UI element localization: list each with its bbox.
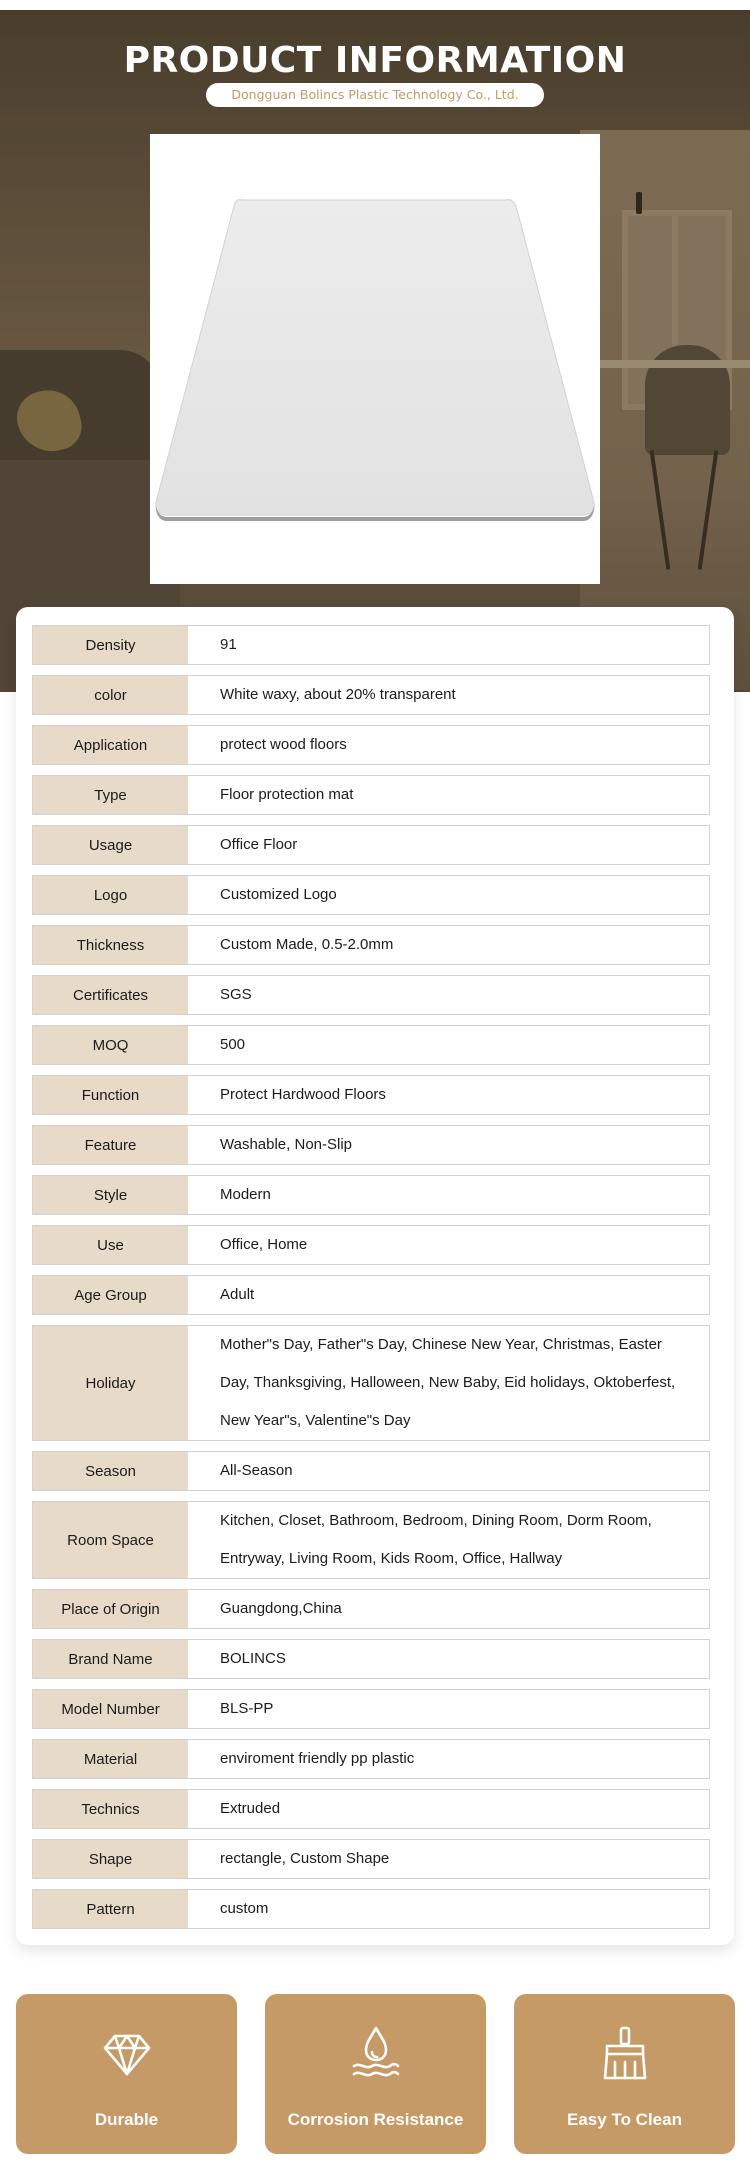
spec-value: Customized Logo — [188, 876, 709, 914]
spec-label: Brand Name — [33, 1640, 188, 1678]
spec-value: Washable, Non-Slip — [188, 1126, 709, 1164]
spec-value: 91 — [188, 626, 709, 664]
spec-row-usage — [32, 825, 710, 865]
spec-row-use — [32, 1225, 710, 1265]
spec-row-feature — [32, 1125, 710, 1165]
spec-label: Use — [33, 1226, 188, 1264]
spec-row-function — [32, 1075, 710, 1115]
spec-value: SGS — [188, 976, 709, 1014]
diamond-icon — [101, 2026, 153, 2082]
spec-label: Season — [33, 1452, 188, 1490]
spec-label: Thickness — [33, 926, 188, 964]
spec-row-application — [32, 725, 710, 765]
feature-label: Easy To Clean — [567, 2110, 682, 2129]
spec-value: Adult — [188, 1276, 709, 1314]
spec-value: BLS-PP — [188, 1690, 709, 1728]
feature-card-durable — [16, 1994, 237, 2154]
brush-icon — [599, 2026, 651, 2082]
spec-value: custom — [188, 1890, 709, 1928]
spec-label: Room Space — [33, 1502, 188, 1578]
spec-value: Floor protection mat — [188, 776, 709, 814]
spec-label: Type — [33, 776, 188, 814]
floor-mat-image — [150, 134, 600, 584]
spec-value: 500 — [188, 1026, 709, 1064]
spec-label: Function — [33, 1076, 188, 1114]
spec-label: Usage — [33, 826, 188, 864]
spec-label: Shape — [33, 1840, 188, 1878]
spec-label: Technics — [33, 1790, 188, 1828]
spec-label: Pattern — [33, 1890, 188, 1928]
spec-row-place-of-origin — [32, 1589, 710, 1629]
spec-row-room-space — [32, 1501, 710, 1579]
specification-table — [16, 607, 734, 1945]
spec-row-holiday — [32, 1325, 710, 1441]
spec-label: Material — [33, 1740, 188, 1778]
spec-row-pattern — [32, 1889, 710, 1929]
spec-label: Holiday — [33, 1326, 188, 1440]
spec-label: Logo — [33, 876, 188, 914]
spec-row-density — [32, 625, 710, 665]
spec-value: Office, Home — [188, 1226, 709, 1264]
page-title: PRODUCT INFORMATION — [123, 40, 627, 81]
feature-label: Durable — [94, 2110, 159, 2129]
feature-card-easy-to-clean — [514, 1994, 735, 2154]
spec-value: Custom Made, 0.5-2.0mm — [188, 926, 709, 964]
spec-row-age-group — [32, 1275, 710, 1315]
spec-value: BOLINCS — [188, 1640, 709, 1678]
water-drop-icon — [350, 2026, 402, 2082]
spec-value: protect wood floors — [188, 726, 709, 764]
spec-row-style — [32, 1175, 710, 1215]
spec-row-technics — [32, 1789, 710, 1829]
spec-label: color — [33, 676, 188, 714]
spec-row-brand-name — [32, 1639, 710, 1679]
spec-value: Guangdong,China — [188, 1590, 709, 1628]
spec-label: Age Group — [33, 1276, 188, 1314]
spec-value: Modern — [188, 1176, 709, 1214]
product-image — [150, 134, 600, 584]
spec-row-shape — [32, 1839, 710, 1879]
hero-banner — [0, 10, 750, 692]
spec-label: Style — [33, 1176, 188, 1214]
spec-value: Kitchen, Closet, Bathroom, Bedroom, Dining Room, Dorm Room, Entryway, Living Room, Kids Room, Office, Hallway — [188, 1502, 709, 1578]
spec-label: MOQ — [33, 1026, 188, 1064]
company-name-badge: Dongguan Bolincs Plastic Technology Co., Ltd. — [206, 83, 544, 107]
spec-label: Application — [33, 726, 188, 764]
spec-row-model-number — [32, 1689, 710, 1729]
spec-row-thickness — [32, 925, 710, 965]
spec-value: Extruded — [188, 1790, 709, 1828]
spec-value: White waxy, about 20% transparent — [188, 676, 709, 714]
spec-value: Office Floor — [188, 826, 709, 864]
spec-row-type — [32, 775, 710, 815]
spec-row-season — [32, 1451, 710, 1491]
spec-value: enviroment friendly pp plastic — [188, 1740, 709, 1778]
spec-label: Density — [33, 626, 188, 664]
spec-label: Feature — [33, 1126, 188, 1164]
spec-value: rectangle, Custom Shape — [188, 1840, 709, 1878]
spec-label: Place of Origin — [33, 1590, 188, 1628]
spec-value: Mother"s Day, Father"s Day, Chinese New Year, Christmas, Easter Day, Thanksgiving, Halloween, New Baby, Eid holidays, Oktoberfest, New Year"s, Valentine"s Day — [188, 1326, 709, 1440]
feature-label: Corrosion Resistance — [287, 2110, 464, 2129]
spec-row-color — [32, 675, 710, 715]
spec-row-certificates — [32, 975, 710, 1015]
spec-label: Certificates — [33, 976, 188, 1014]
spec-label: Model Number — [33, 1690, 188, 1728]
feature-card-corrosion-resistance — [265, 1994, 486, 2154]
spec-row-material — [32, 1739, 710, 1779]
spec-row-moq — [32, 1025, 710, 1065]
spec-value: All-Season — [188, 1452, 709, 1490]
spec-value: Protect Hardwood Floors — [188, 1076, 709, 1114]
spec-row-logo — [32, 875, 710, 915]
